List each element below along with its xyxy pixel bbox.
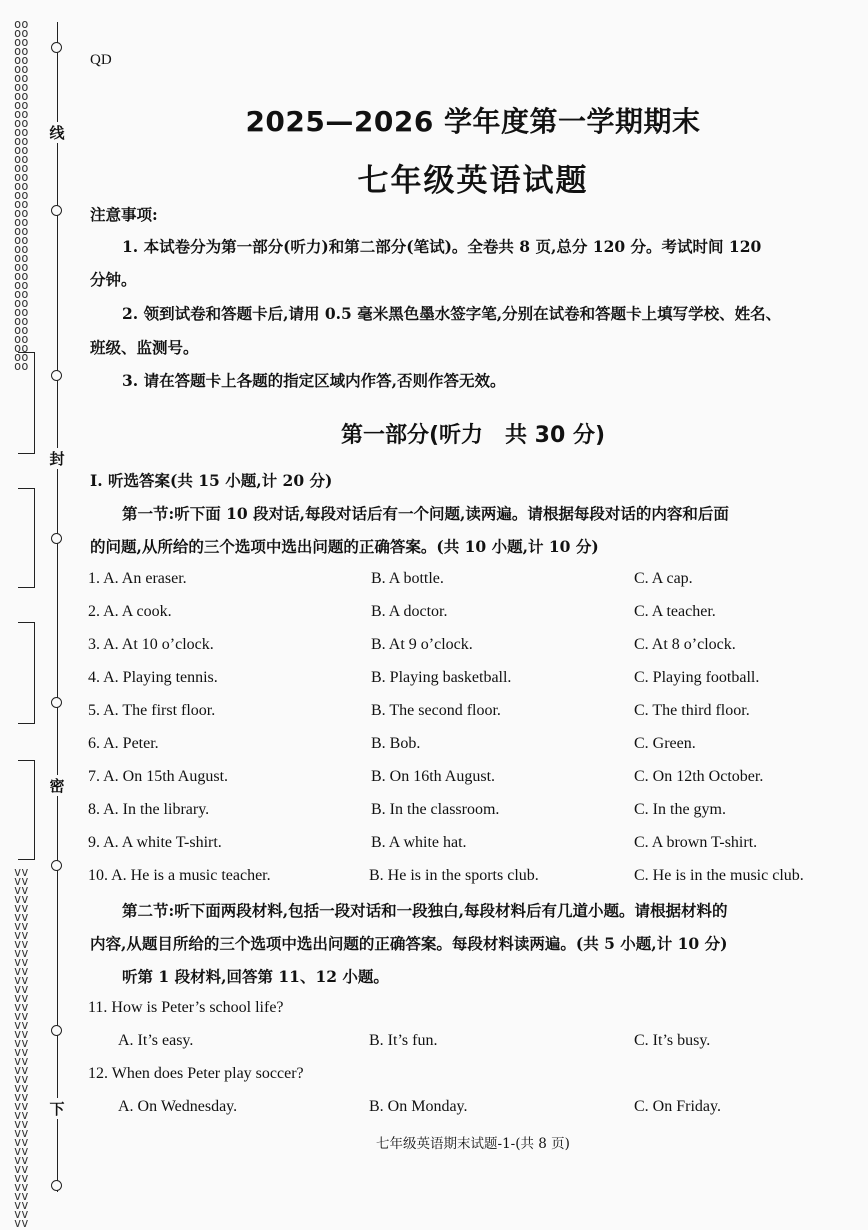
- option-b: B. Bob.: [371, 735, 421, 752]
- option-b: B. At 9 o’clock.: [371, 636, 473, 653]
- option-b: B. On 16th August.: [371, 768, 496, 785]
- cut-line: [57, 22, 58, 1192]
- option-c: C. A teacher.: [634, 603, 716, 620]
- part1-title: 第一部分(听力 共 30 分): [340, 423, 606, 448]
- option-a: A. It’s easy.: [118, 1032, 194, 1049]
- paper-code: QD: [90, 52, 112, 68]
- option-c: C. In the gym.: [634, 801, 726, 818]
- option-b: B. It’s fun.: [369, 1032, 438, 1049]
- binding-bracket: [18, 488, 35, 588]
- option-c: C. A brown T-shirt.: [634, 834, 758, 851]
- cut-dot: [51, 1025, 62, 1036]
- sub-section-1-instructions: 第一节:听下面 10 段对话,每段对话后有一个问题,读两遍。请根据每段对话的内容和后面: [122, 504, 729, 523]
- option-b: B. In the classroom.: [371, 801, 500, 818]
- binding-bracket: [18, 622, 35, 724]
- option-a: 10. A. He is a music teacher.: [88, 867, 271, 884]
- note-item-1: 1. 本试卷分为第一部分(听力)和第二部分(笔试)。全卷共 8 页,总分 120 分。考试时间 120: [122, 237, 762, 256]
- option-a: A. On Wednesday.: [118, 1098, 238, 1115]
- question-stem: [88, 1065, 858, 1091]
- cut-dot: [51, 42, 62, 53]
- option-b: B. A doctor.: [371, 603, 448, 620]
- material-1-heading: 听第 1 段材料,回答第 11、12 小题。: [122, 967, 389, 986]
- option-c: C. A cap.: [634, 570, 693, 587]
- option-b: B. On Monday.: [369, 1098, 468, 1115]
- binding-bracket: [18, 352, 35, 454]
- binding-label-xian: 线: [46, 122, 68, 143]
- cut-dot: [51, 697, 62, 708]
- binding-margin: [0, 0, 80, 1228]
- question-row: [88, 834, 858, 860]
- sub-section-2-instructions: 第二节:听下面两段材料,包括一段对话和一段独白,每段材料后有几道小题。请根据材料的: [122, 901, 728, 920]
- question-row: [88, 1032, 858, 1058]
- wavy-border-bottom: vvvvvvvvvvvvvvvvvvvvvvvvvvvvvvvvvvvvvvvvvvvvvvvvvvvvvvvvvvvvvvvvvvvvvvvvvvvvvvvv: [14, 865, 29, 1230]
- option-c: C. On 12th October.: [634, 768, 764, 785]
- binding-label-mi: 密: [46, 775, 68, 796]
- exam-title: 2025—2026 学年度第一学期期末: [245, 105, 701, 138]
- exam-subtitle: 七年级英语试题: [357, 163, 589, 199]
- option-a: 4. A. Playing tennis.: [88, 669, 218, 686]
- question-row: [88, 735, 858, 761]
- option-a: 8. A. In the library.: [88, 801, 210, 818]
- wavy-border-top: oooooooooooooooooooooooooooooooooooooooooooooooooooooooooooooooooooooooooooooo: [14, 17, 29, 373]
- page-footer: 七年级英语期末试题-1-(共 8 页): [376, 1136, 570, 1152]
- question-row: [88, 603, 858, 629]
- option-a: 5. A. The first floor.: [88, 702, 216, 719]
- option-c: C. On Friday.: [634, 1098, 721, 1115]
- question-12-stem: 12. When does Peter play soccer?: [88, 1065, 304, 1082]
- question-row: [88, 570, 858, 596]
- question-row: [88, 801, 858, 827]
- option-b: B. A bottle.: [371, 570, 444, 587]
- sub-section-2-instructions-cont: 内容,从题目所给的三个选项中选出问题的正确答案。每段材料读两遍。(共 5 小题,计 10 分): [90, 934, 728, 953]
- question-row: [88, 669, 858, 695]
- option-b: B. The second floor.: [371, 702, 501, 719]
- binding-label-feng: 封: [46, 448, 68, 469]
- cut-dot: [51, 533, 62, 544]
- option-c: C. It’s busy.: [634, 1032, 711, 1049]
- notes-heading: 注意事项:: [90, 205, 158, 224]
- question-row: [88, 1098, 858, 1124]
- option-c: C. He is in the music club.: [634, 867, 804, 884]
- note-item-1-cont: 分钟。: [90, 270, 137, 289]
- option-a: 3. A. At 10 o’clock.: [88, 636, 214, 653]
- option-c: C. At 8 o’clock.: [634, 636, 736, 653]
- cut-dot: [51, 370, 62, 381]
- question-row: [88, 768, 858, 794]
- note-item-2: 2. 领到试卷和答题卡后,请用 0.5 毫米黑色墨水签字笔,分别在试卷和答题卡上填写学校、姓名、: [122, 304, 782, 323]
- option-b: B. He is in the sports club.: [369, 867, 539, 884]
- option-b: B. Playing basketball.: [371, 669, 512, 686]
- option-c: C. Playing football.: [634, 669, 760, 686]
- question-stem: [88, 999, 858, 1025]
- cut-dot: [51, 860, 62, 871]
- option-c: C. The third floor.: [634, 702, 750, 719]
- option-a: 1. A. An eraser.: [88, 570, 187, 587]
- binding-bracket: [18, 760, 35, 860]
- option-b: B. A white hat.: [371, 834, 467, 851]
- option-a: 7. A. On 15th August.: [88, 768, 229, 785]
- sub-section-1-instructions-cont: 的问题,从所给的三个选项中选出问题的正确答案。(共 10 小题,计 10 分): [90, 537, 599, 556]
- binding-label-xia: 下: [46, 1098, 68, 1119]
- cut-dot: [51, 205, 62, 216]
- note-item-2-cont: 班级、监测号。: [90, 338, 199, 357]
- option-c: C. Green.: [634, 735, 696, 752]
- question-row: [88, 702, 858, 728]
- cut-dot: [51, 1180, 62, 1191]
- option-a: 9. A. A white T-shirt.: [88, 834, 222, 851]
- question-row: [88, 636, 858, 662]
- question-row: [88, 867, 858, 893]
- note-item-3: 3. 请在答题卡上各题的指定区域内作答,否则作答无效。: [122, 371, 506, 390]
- option-a: 2. A. A cook.: [88, 603, 172, 620]
- option-a: 6. A. Peter.: [88, 735, 159, 752]
- section-heading: Ⅰ. 听选答案(共 15 小题,计 20 分): [90, 471, 333, 490]
- question-11-stem: 11. How is Peter’s school life?: [88, 999, 284, 1016]
